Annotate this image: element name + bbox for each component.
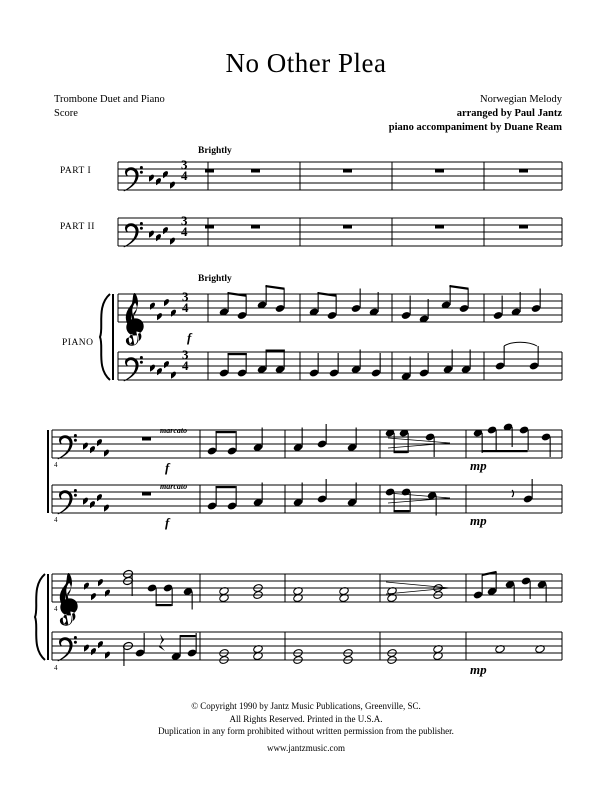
measure-number-part2: 4 [54,516,58,524]
bass-clef-s3 [58,636,77,661]
dynamic-forte-part1: f [165,460,170,475]
copyright-line: © Copyright 1990 by Jantz Music Publications, Greenville, SC. [191,701,421,711]
instrumentation-line-2: Score [54,108,78,119]
piano-bass-notes-s1 [219,342,539,381]
hairpin-diminuendo [388,438,450,503]
footer-block [0,700,612,754]
bass-clef-part2-s2 [58,489,77,514]
bass-clef-part2 [124,222,143,247]
tempo-marking-piano: Brightly [198,274,232,284]
marcato-part1: marcato [160,426,188,435]
dynamic-mp-part2: mp [470,513,487,528]
page-title: No Other Plea [225,48,387,78]
measure-number-piano-bass: 4 [54,664,58,672]
time-signature-part1: 3 4 [181,157,188,183]
piano-brace-s3 [35,574,45,660]
staff-label-part1: PART I [60,166,92,176]
bass-clef-part1-s2 [58,434,77,459]
piano-treble-notes-s1 [219,285,541,324]
instrumentation-line-1: Trombone Duet and Piano [54,94,165,105]
dynamic-forte-piano-s1: f [187,330,192,345]
piano-treble-notes-s3 [123,569,548,609]
dynamic-forte-part2: f [165,515,170,530]
system-3-engraving [0,562,612,692]
dynamic-mp-piano-s3: mp [470,662,487,677]
measure-number-piano-treble: 4 [54,605,58,613]
tempo-marking-parts: Brightly [198,146,232,156]
rights-line: All Rights Reserved. Printed in the U.S.A. [229,713,383,724]
credit-accompaniment: piano accompaniment by Duane Ream [388,122,562,133]
key-signature-flats [149,162,176,379]
system-1-engraving [0,140,612,410]
music-system-3 [0,562,612,692]
key-signature-flats-s3 [84,570,110,659]
time-signature-piano-bass: 3 4 [182,347,189,373]
publisher-url: www.jantzmusic.com [267,742,345,753]
marcato-part2: marcato [160,482,188,491]
key-signature-flats-s2 [83,430,109,512]
breath-mark [512,490,514,497]
music-system-2 [0,420,612,540]
system-2-engraving [0,420,612,540]
duplication-line: Duplication in any form prohibited without written permission from the publisher. [158,726,454,736]
credit-composer: Norwegian Melody [480,94,562,105]
staff-label-part2: PART II [60,222,95,232]
part2-notes-s2 [207,479,533,516]
time-signature-piano-treble: 3 4 [182,289,189,315]
staff-label-piano: PIANO [62,338,94,348]
instrumentation-block [54,93,165,121]
rests-s2 [142,437,151,496]
credit-arranger: arranged by Paul Jantz [456,108,562,119]
time-signature-part2: 3 4 [181,213,188,239]
measure-number-part1: 4 [54,461,58,469]
measure-rests [205,169,528,229]
music-system-1 [0,140,612,410]
dynamic-mp-part1: mp [470,458,487,473]
bass-clef-part1 [124,166,143,191]
bass-clef-piano [124,356,143,381]
credits-block [389,93,562,135]
part1-notes-s2 [207,422,551,457]
piano-brace [100,294,110,380]
